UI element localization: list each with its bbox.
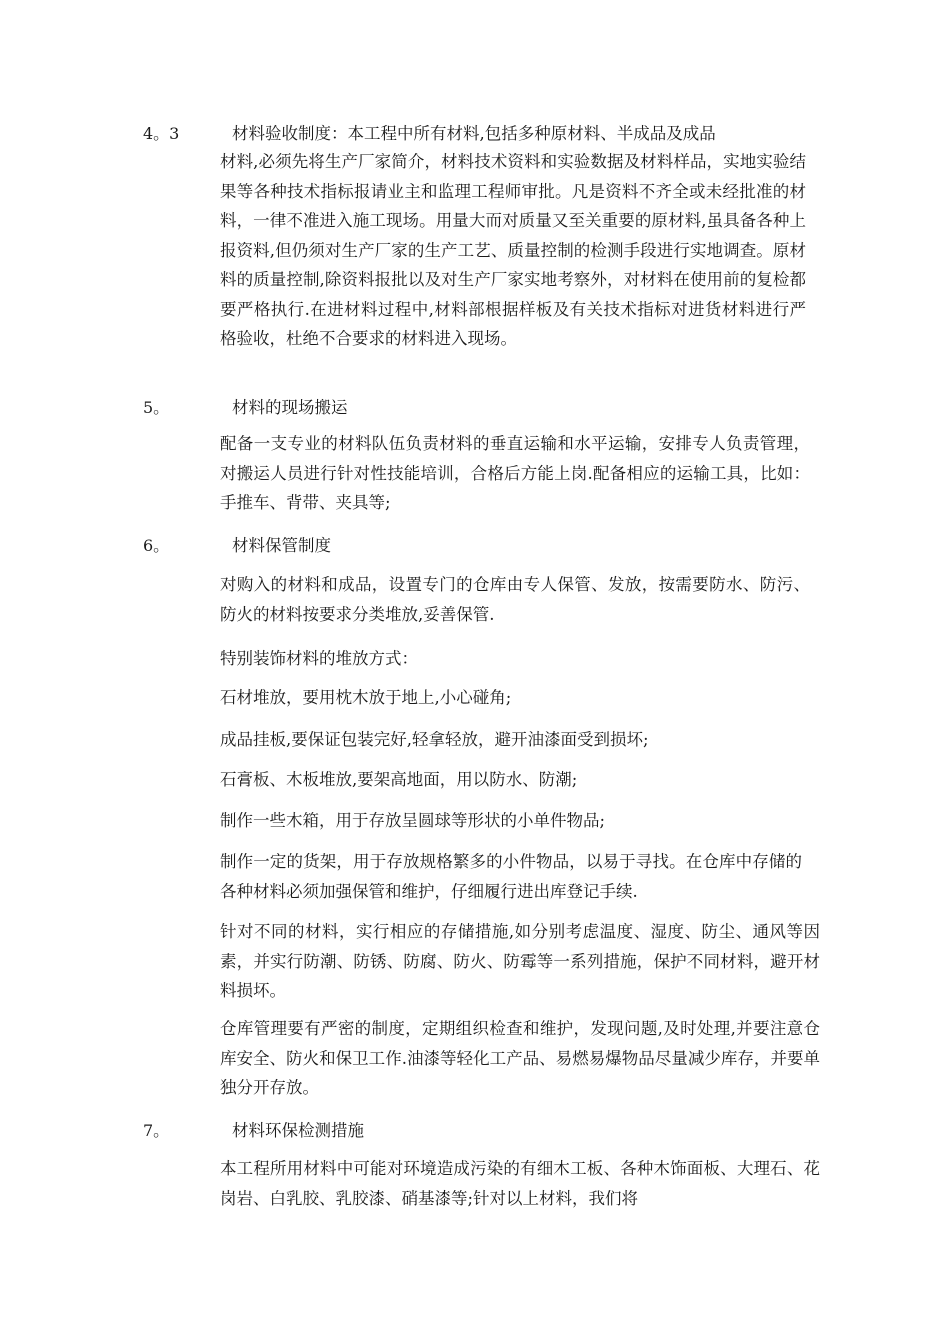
section-number: 6。 — [143, 536, 170, 555]
paragraph: 特别装饰材料的堆放方式： — [220, 649, 418, 668]
section-title: 材料保管制度 — [232, 536, 331, 555]
paragraph: 仓库管理要有严密的制度，定期组织检查和维护，发现问题,及时处理,并要注意仓库安全、防火和保卫工作.油漆等轻化工产品、易燃易爆物品尽量减少库存，并要单独分开存放。 — [220, 1019, 820, 1097]
section-body: 配备一支专业的材料队伍负责材料的垂直运输和水平运输，安排专人负责管理，对搬运人员进行针对性技能培训，合格后方能上岗.配备相应的运输工具，比如：手推车、背带、夹具等; — [220, 434, 810, 512]
paragraph: 石材堆放，要用枕木放于地上,小心碰角; — [220, 688, 512, 707]
paragraph: 制作一些木箱，用于存放呈圆球等形状的小单件物品; — [220, 811, 606, 830]
section-number: 7。 — [143, 1121, 170, 1140]
section-title: 材料的现场搬运 — [232, 398, 348, 417]
paragraph: 石膏板、木板堆放,要架高地面，用以防水、防潮; — [220, 770, 578, 789]
section-number: 4。3 — [143, 124, 180, 143]
section-title: 材料环保检测措施 — [232, 1121, 364, 1140]
paragraph: 制作一定的货架，用于存放规格繁多的小件物品，以易于寻找。在仓库中存储的各种材料必须加强保管和维护，仔细履行进出库登记手续. — [220, 852, 802, 901]
section-number: 5。 — [143, 398, 170, 417]
paragraph: 对购入的材料和成品，设置专门的仓库由专人保管、发放，按需要防水、防污、防火的材料按要求分类堆放,妥善保管. — [220, 575, 810, 624]
paragraph: 针对不同的材料，实行相应的存储措施,如分别考虑温度、湿度、防尘、通风等因素，并实行防潮、防锈、防腐、防火、防霉等一系列措施，保护不同材料，避开材料损坏。 — [220, 922, 820, 1000]
section-intro-line: 材料验收制度：本工程中所有材料,包括多种原材料、半成品及成品 — [232, 124, 716, 143]
section-body: 材料,必须先将生产厂家简介，材料技术资料和实验数据及材料样品，实地实验结果等各种技术指标报请业主和监理工程师审批。凡是资料不齐全或未经批准的材料，一律不准进入施工现场。用量大而对质量又至关重要的原材料,虽具备各种上报资料,但仍须对生产厂家的生产工艺、质量控制的检测手段进行实地调查。原材料的质量控制,除资料报批以及对生产厂家实地考察外，对材料在使用前的复检都要严格执行.在进材料过程中,材料部根据样板及有关技术指标对进货材料进行严格验收，杜绝不合要求的材料进入现场。 — [220, 152, 806, 348]
paragraph: 成品挂板,要保证包装完好,轻拿轻放，避开油漆面受到损坏; — [220, 730, 649, 749]
section-body: 本工程所用材料中可能对环境造成污染的有细木工板、各种木饰面板、大理石、花岗岩、白乳胶、乳胶漆、硝基漆等;针对以上材料，我们将 — [220, 1159, 820, 1208]
